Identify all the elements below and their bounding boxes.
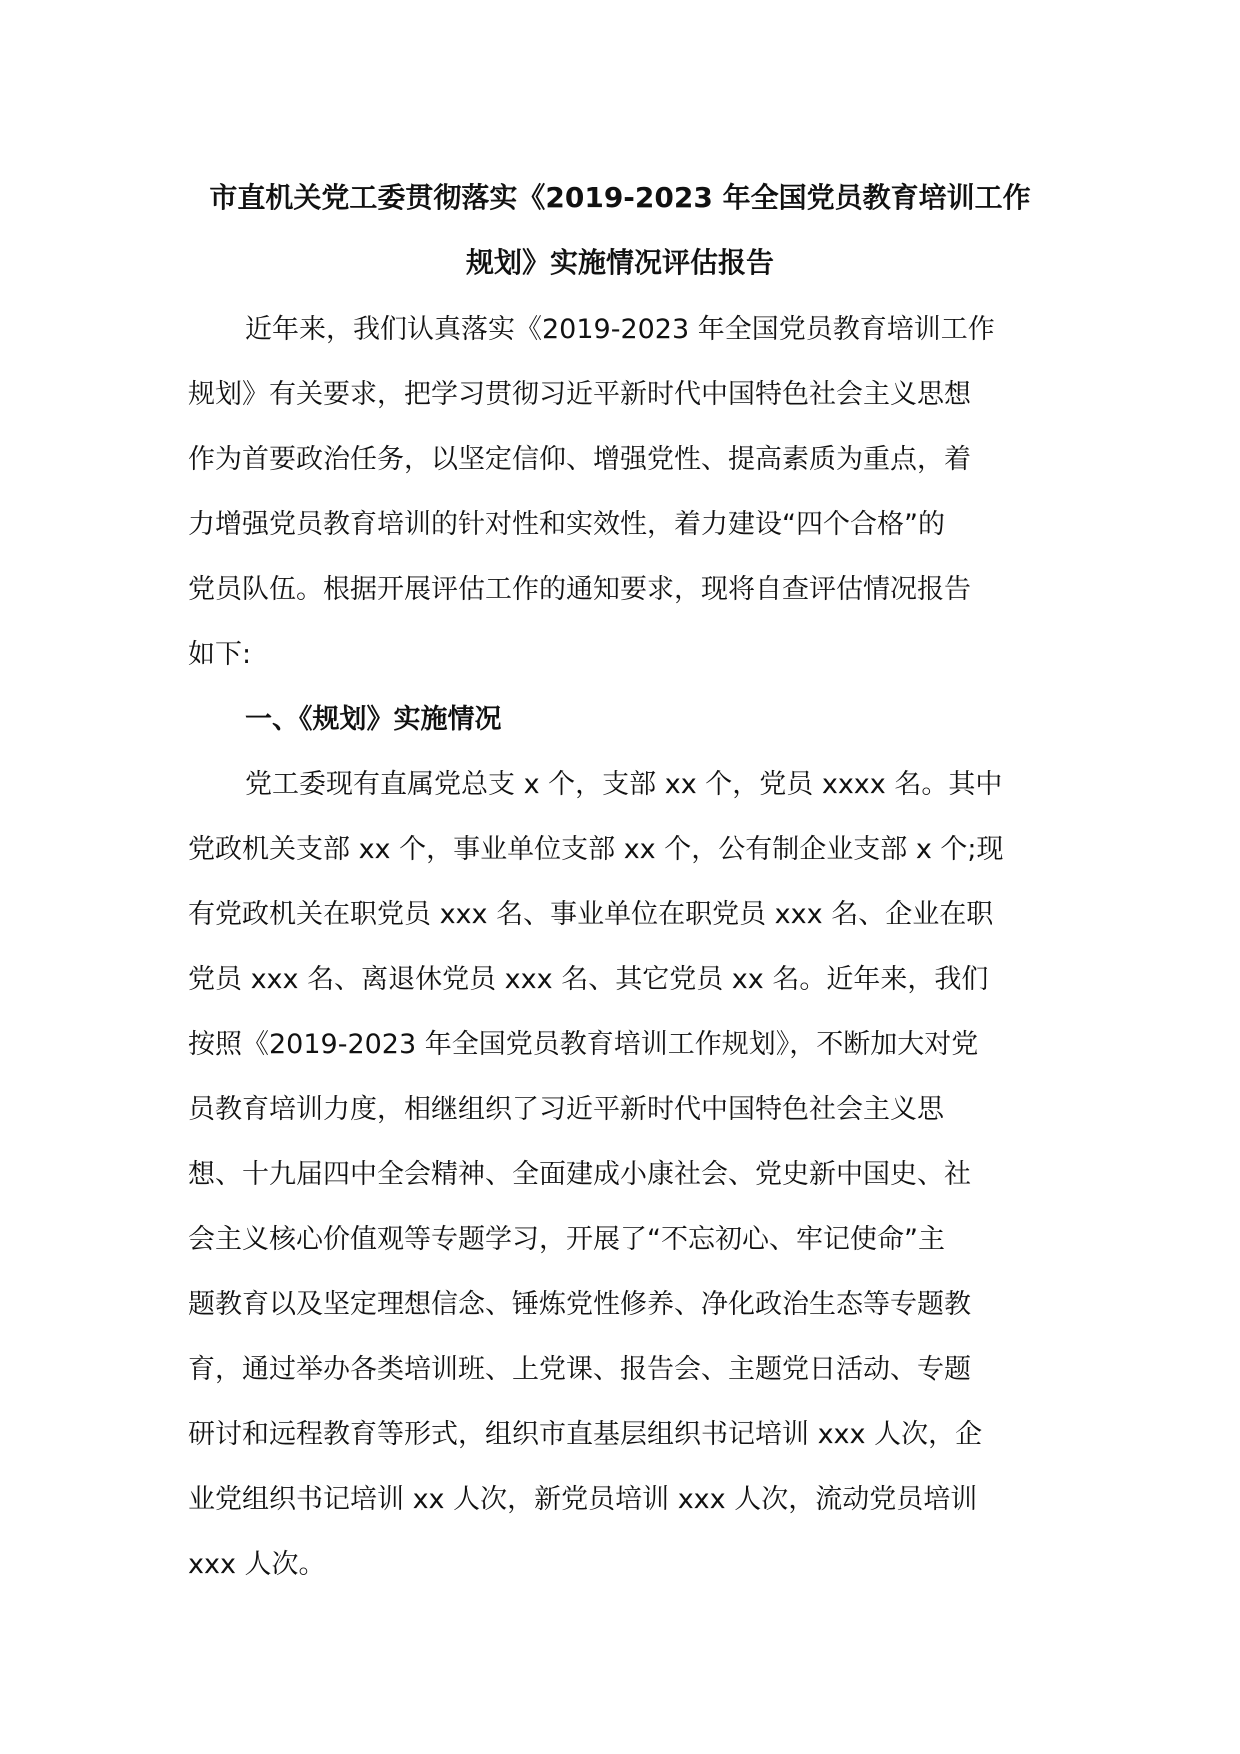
text-line: 规划》有关要求，把学习贯彻习近平新时代中国特色社会主义思想 bbox=[188, 379, 971, 410]
paragraph-intro bbox=[188, 297, 1058, 687]
title-line: 市直机关党工委贯彻落实《2019-2023 年全国党员教育培训工作 bbox=[209, 181, 1031, 214]
text-line: 育，通过举办各类培训班、上党课、报告会、主题党日活动、专题 bbox=[188, 1354, 971, 1385]
text-line: 按照《2019-2023 年全国党员教育培训工作规划》，不断加大对党 bbox=[188, 1029, 979, 1060]
document-title bbox=[150, 165, 1090, 295]
text-line: 有党政机关在职党员 xxx 名、事业单位在职党员 xxx 名、企业在职 bbox=[188, 899, 994, 930]
text-line: 会主义核心价值观等专题学习，开展了“不忘初心、牢记使命”主 bbox=[188, 1224, 945, 1255]
text-line: 党政机关支部 xx 个，事业单位支部 xx 个，公有制企业支部 x 个;现 bbox=[188, 834, 1004, 865]
text-line: 想、十九届四中全会精神、全面建成小康社会、党史新中国史、社 bbox=[188, 1159, 971, 1190]
text-line: 近年来，我们认真落实《2019-2023 年全国党员教育培训工作 bbox=[245, 314, 995, 345]
text-line: 党员 xxx 名、离退休党员 xxx 名、其它党员 xx 名。近年来，我们 bbox=[188, 964, 989, 995]
text-line: 员教育培训力度，相继组织了习近平新时代中国特色社会主义思 bbox=[188, 1094, 944, 1125]
text-line: 业党组织书记培训 xx 人次，新党员培训 xxx 人次，流动党员培训 bbox=[188, 1484, 978, 1515]
section-heading: 一、《规划》实施情况 bbox=[245, 704, 502, 735]
title-line: 规划》实施情况评估报告 bbox=[465, 246, 774, 279]
text-line: 力增强党员教育培训的针对性和实效性，着力建设“四个合格”的 bbox=[188, 509, 945, 540]
text-line: 研讨和远程教育等形式，组织市直基层组织书记培训 xxx 人次，企 bbox=[188, 1419, 983, 1450]
paragraph-implementation bbox=[188, 752, 1058, 1597]
text-line: 作为首要政治任务，以坚定信仰、增强党性、提高素质为重点，着 bbox=[188, 444, 971, 475]
text-line: 党员队伍。根据开展评估工作的通知要求，现将自查评估情况报告 bbox=[188, 574, 971, 605]
document-body bbox=[188, 297, 1058, 1597]
text-line: 题教育以及坚定理想信念、锤炼党性修养、净化政治生态等专题教 bbox=[188, 1289, 971, 1320]
text-line: xxx 人次。 bbox=[188, 1549, 326, 1580]
text-line: 如下: bbox=[188, 639, 252, 670]
text-line: 党工委现有直属党总支 x 个，支部 xx 个，党员 xxxx 名。其中 bbox=[245, 769, 1003, 800]
